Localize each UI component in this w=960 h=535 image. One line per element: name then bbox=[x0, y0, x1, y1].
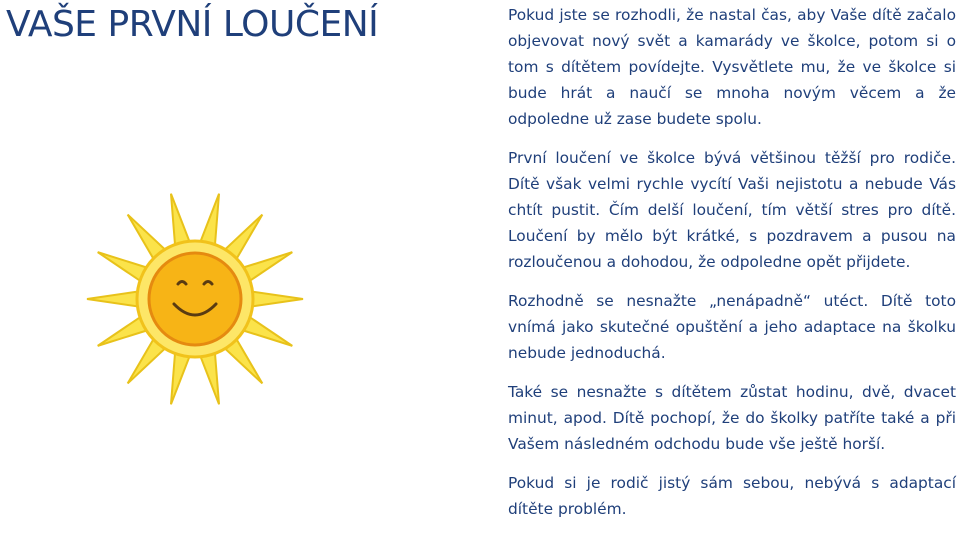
paragraph-1: Pokud jste se rozhodli, že nastal čas, aby Vaše dítě začalo objevovat nový svět a kamarády ve školce, potom si o tom s dítětem povídejte. Vysvětlete mu, že ve školce si bude hrát a naučí se mnoha novým věcem a že odpoledne už zase budete spolu. bbox=[508, 6, 956, 128]
sun-ray bbox=[87, 291, 144, 308]
smiling-sun-icon bbox=[82, 186, 308, 412]
article-body bbox=[508, 2, 956, 535]
page-title: VAŠE PRVNÍ LOUČENÍ bbox=[6, 4, 379, 45]
paragraph-3: Rozhodně se nesnažte „nenápadně“ utéct. Dítě toto vnímá jako skutečné opuštění a jeho adaptace na školku nebude jednoduchá. bbox=[508, 292, 956, 362]
sun-ray bbox=[246, 291, 303, 308]
paragraph-2: První loučení ve školce bývá většinou těžší pro rodiče. Dítě však velmi rychle vycítí Vaši nejistotu a nebude Vás chtít pustit. Čím delší loučení, tím větší stres pro dítě. Loučení by mělo být krátké, s pozdravem a pusou na rozloučenou a dohodou, že odpoledne opět přijdete. bbox=[508, 149, 956, 271]
paragraph-5: Pokud si je rodič jistý sám sebou, nebývá s adaptací dítěte problém. bbox=[508, 474, 956, 518]
paragraph-4: Také se nesnažte s dítětem zůstat hodinu, dvě, dvacet minut, apod. Dítě pochopí, že do školky patříte také a při Vašem následném odchodu bude vše ještě horší. bbox=[508, 383, 956, 453]
